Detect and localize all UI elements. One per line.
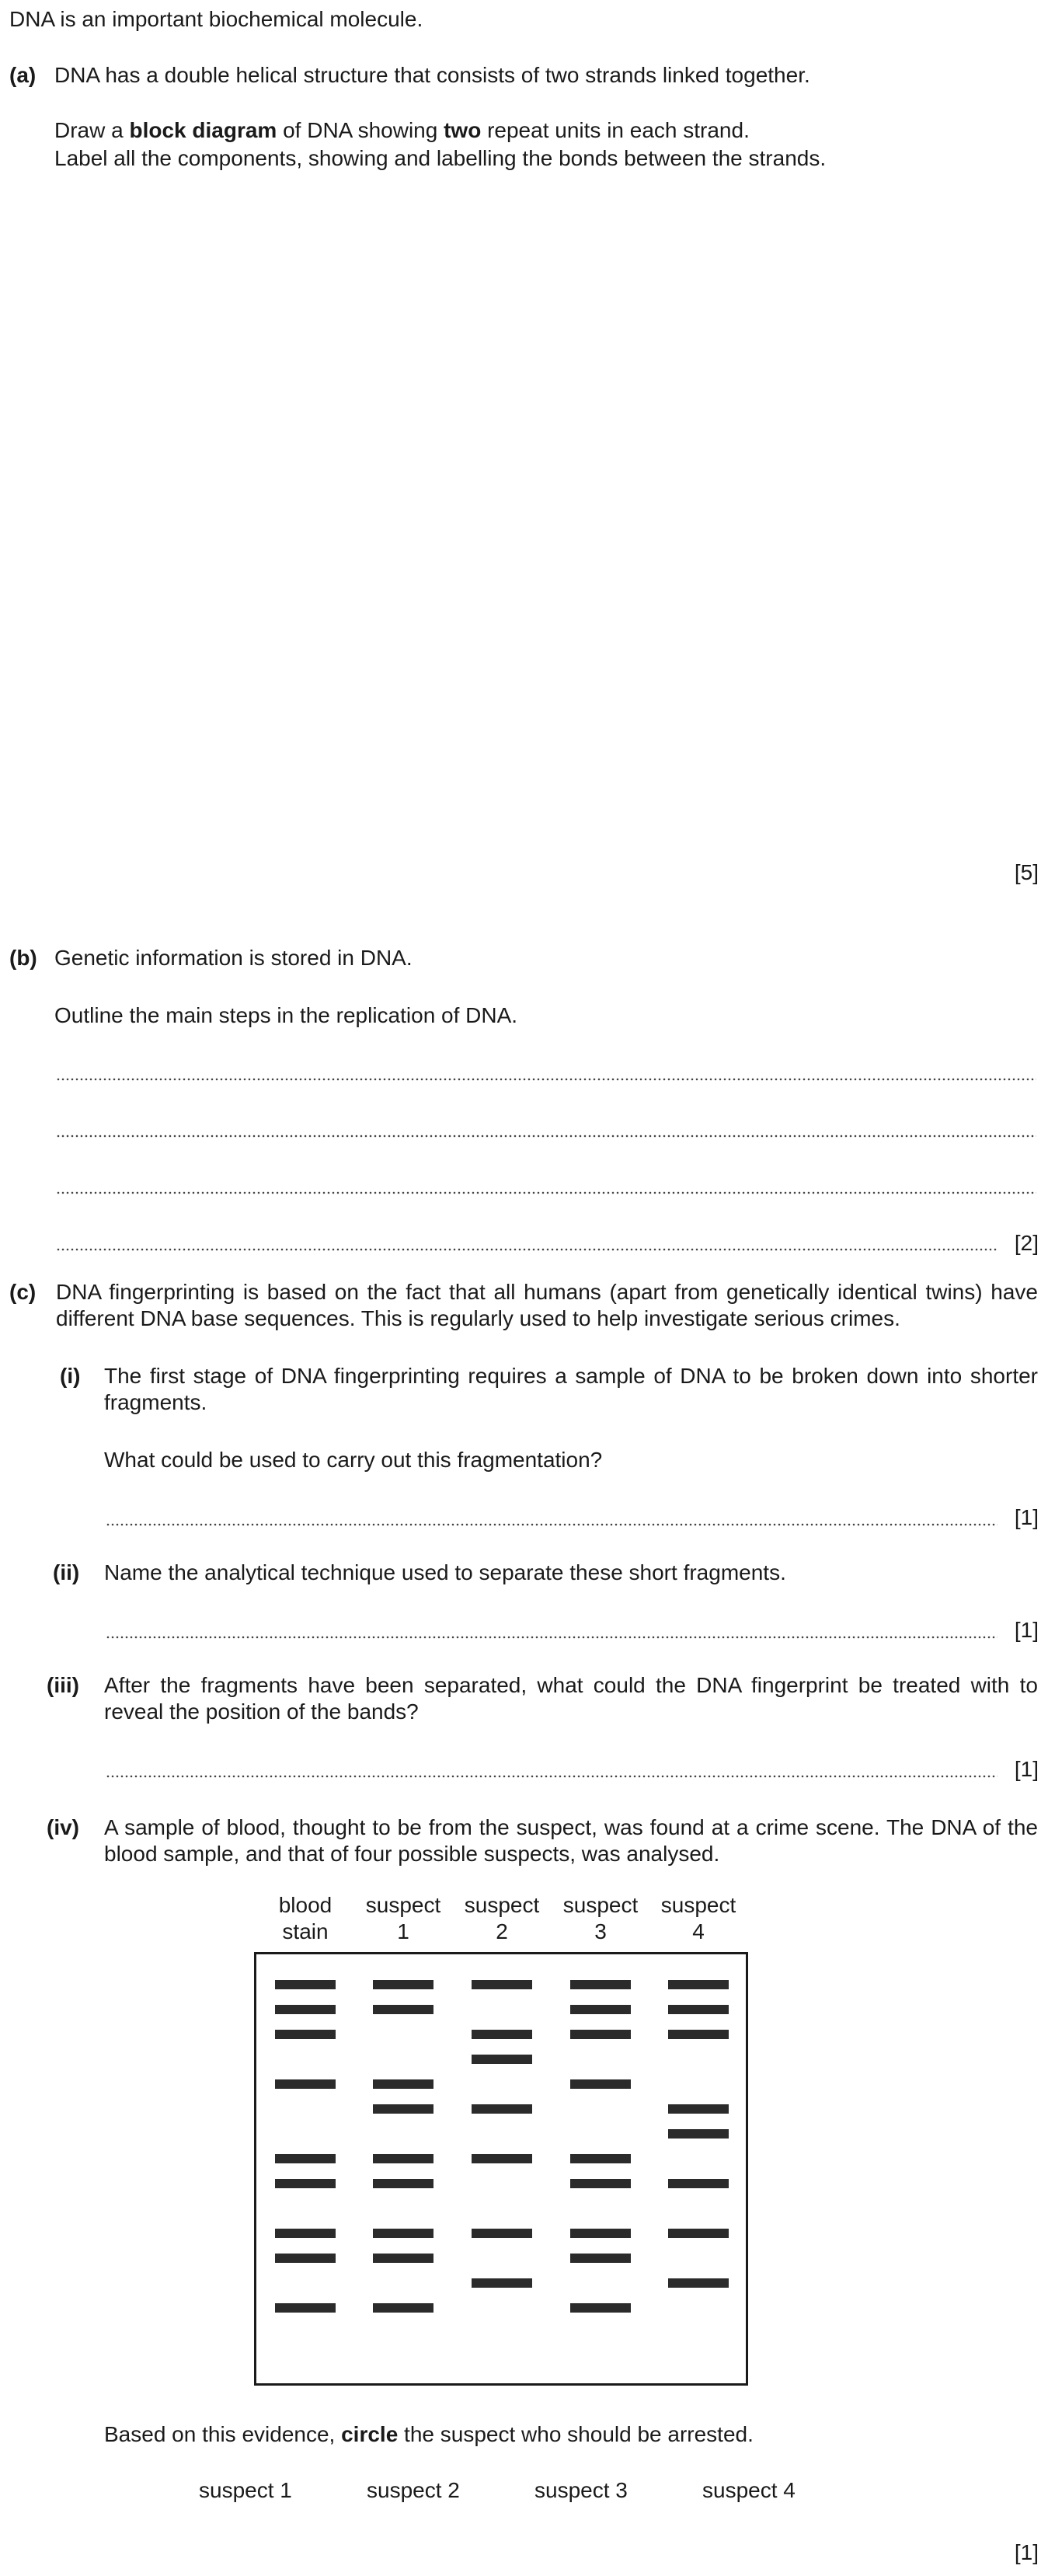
instruction-bold-circle: circle bbox=[341, 2422, 399, 2446]
lane-header-line2: 2 bbox=[496, 1919, 508, 1943]
part-a-line1: DNA has a double helical structure that consists of two strands linked together. bbox=[54, 63, 810, 87]
part-b-answer-line-4[interactable] bbox=[56, 1248, 998, 1251]
choice-suspect-3[interactable]: suspect 3 bbox=[534, 2478, 628, 2502]
gel-band bbox=[570, 2254, 631, 2263]
lane-header-line1: suspect bbox=[464, 1893, 540, 1917]
instruction-pre: Based on this evidence, bbox=[104, 2422, 342, 2446]
part-b-line2: Outline the main steps in the replication of DNA. bbox=[54, 1003, 518, 1027]
lane-header-1 bbox=[259, 1892, 352, 1945]
lane-header-5 bbox=[652, 1892, 745, 1945]
lane-header-2 bbox=[357, 1892, 450, 1945]
gel-band bbox=[570, 2079, 631, 2089]
gel-band bbox=[570, 2229, 631, 2238]
gel-band bbox=[668, 2179, 729, 2188]
lane-header-line1: suspect bbox=[365, 1893, 441, 1917]
part-c-ii-marks: [1] bbox=[1014, 1618, 1039, 1642]
gel-band bbox=[472, 2154, 532, 2163]
gel-band bbox=[275, 2229, 336, 2238]
gel-band bbox=[275, 2154, 336, 2163]
part-c-ii-answer-line[interactable] bbox=[106, 1636, 998, 1639]
intro-text: DNA is an important biochemical molecule. bbox=[9, 7, 423, 31]
gel-band bbox=[668, 1980, 729, 1989]
part-a-line2 bbox=[54, 117, 750, 144]
gel-band bbox=[472, 2055, 532, 2064]
part-b-answer-line-2[interactable] bbox=[56, 1135, 1036, 1138]
part-c-iv-text: A sample of blood, thought to be from the suspect, was found at a crime scene. The DNA of the blood sample, and that of four possible suspects, was analysed. bbox=[104, 1815, 1038, 1866]
gel-band bbox=[472, 2278, 532, 2288]
gel-band bbox=[472, 2104, 532, 2114]
part-a-line2-mid: of DNA showing bbox=[277, 118, 444, 142]
part-a-label: (a) bbox=[9, 63, 37, 87]
gel-band bbox=[275, 2079, 336, 2089]
gel-band bbox=[373, 2179, 433, 2188]
part-c-ii-text: Name the analytical technique used to separate these short fragments. bbox=[104, 1560, 786, 1584]
gel-band bbox=[570, 1980, 631, 1989]
gel-band bbox=[472, 1980, 532, 1989]
part-c-iii-text: After the fragments have been separated, what could the DNA fingerprint be treated with to reveal the position of the bands? bbox=[104, 1673, 1038, 1724]
gel-band bbox=[570, 2154, 631, 2163]
part-c-iii-marks: [1] bbox=[1014, 1757, 1039, 1781]
gel-band bbox=[668, 2005, 729, 2014]
gel-band bbox=[570, 2005, 631, 2014]
part-c-iv-marks: [1] bbox=[1014, 2540, 1039, 2564]
gel-band bbox=[373, 2254, 433, 2263]
part-a-bold-two: two bbox=[444, 118, 482, 142]
part-a-line2-pre: Draw a bbox=[54, 118, 130, 142]
gel-band bbox=[373, 2154, 433, 2163]
part-b-answer-line-1[interactable] bbox=[56, 1078, 1036, 1081]
gel-band bbox=[472, 2030, 532, 2039]
gel-band bbox=[275, 2179, 336, 2188]
part-c-label: (c) bbox=[9, 1280, 37, 1304]
gel-band bbox=[373, 2229, 433, 2238]
gel-band bbox=[275, 1980, 336, 1989]
gel-band bbox=[668, 2229, 729, 2238]
part-a-line2-post: repeat units in each strand. bbox=[481, 118, 750, 142]
lane-header-line1: suspect bbox=[562, 1893, 639, 1917]
part-a-marks: [5] bbox=[1014, 860, 1039, 884]
lane-header-line2: 4 bbox=[692, 1919, 705, 1943]
gel-band bbox=[373, 2104, 433, 2114]
lane-header-line1: suspect bbox=[660, 1893, 736, 1917]
part-c-i-text: The first stage of DNA fingerprinting requires a sample of DNA to be broken down into shorter fragments. bbox=[104, 1364, 1038, 1414]
choice-suspect-2[interactable]: suspect 2 bbox=[367, 2478, 460, 2502]
gel-band bbox=[275, 2005, 336, 2014]
part-c-iii-label: (iii) bbox=[47, 1673, 79, 1697]
gel-band bbox=[275, 2303, 336, 2313]
gel-band bbox=[570, 2179, 631, 2188]
gel-band bbox=[275, 2030, 336, 2039]
lane-header-line2: 1 bbox=[397, 1919, 409, 1943]
lane-header-4 bbox=[554, 1892, 647, 1945]
lane-header-line2: 3 bbox=[594, 1919, 607, 1943]
gel-band bbox=[570, 2303, 631, 2313]
gel-band bbox=[373, 2079, 433, 2089]
part-b-marks: [2] bbox=[1014, 1231, 1039, 1255]
dna-fingerprint-gel bbox=[254, 1952, 748, 2386]
part-c-ii-label: (ii) bbox=[53, 1560, 80, 1584]
part-a-answer-area[interactable] bbox=[54, 186, 1033, 847]
gel-band bbox=[472, 2229, 532, 2238]
choice-suspect-4[interactable]: suspect 4 bbox=[702, 2478, 796, 2502]
gel-band bbox=[668, 2030, 729, 2039]
choice-suspect-1[interactable]: suspect 1 bbox=[199, 2478, 292, 2502]
gel-band bbox=[373, 2005, 433, 2014]
lane-header-3 bbox=[455, 1892, 548, 1945]
lane-header-line1: blood bbox=[278, 1893, 333, 1917]
gel-band bbox=[570, 2030, 631, 2039]
part-c-i-marks: [1] bbox=[1014, 1505, 1039, 1529]
part-a-bold-block-diagram: block diagram bbox=[129, 118, 277, 142]
gel-band bbox=[373, 1980, 433, 1989]
gel-band bbox=[668, 2129, 729, 2139]
part-b-line1: Genetic information is stored in DNA. bbox=[54, 946, 413, 970]
part-b-label: (b) bbox=[9, 946, 37, 970]
part-c-intro: DNA fingerprinting is based on the fact that all humans (apart from genetically identical twins) have different DNA base sequences. This is regularly used to help investigate serious crimes. bbox=[56, 1280, 1038, 1330]
part-c-iii-answer-line[interactable] bbox=[106, 1775, 998, 1778]
part-c-iv-label: (iv) bbox=[47, 1815, 79, 1839]
gel-band bbox=[668, 2104, 729, 2114]
lane-header-line2: stain bbox=[282, 1919, 329, 1943]
part-c-i-question: What could be used to carry out this fragmentation? bbox=[104, 1448, 603, 1472]
part-c-i-answer-line[interactable] bbox=[106, 1523, 998, 1526]
gel-band bbox=[275, 2254, 336, 2263]
gel-band bbox=[373, 2303, 433, 2313]
instruction-post: the suspect who should be arrested. bbox=[398, 2422, 754, 2446]
gel-band bbox=[668, 2278, 729, 2288]
part-c-i-label: (i) bbox=[60, 1364, 81, 1388]
part-c-iv-instruction bbox=[104, 2421, 754, 2448]
part-b-answer-line-3[interactable] bbox=[56, 1191, 1036, 1194]
part-a-line3: Label all the components, showing and labelling the bonds between the strands. bbox=[54, 146, 827, 170]
